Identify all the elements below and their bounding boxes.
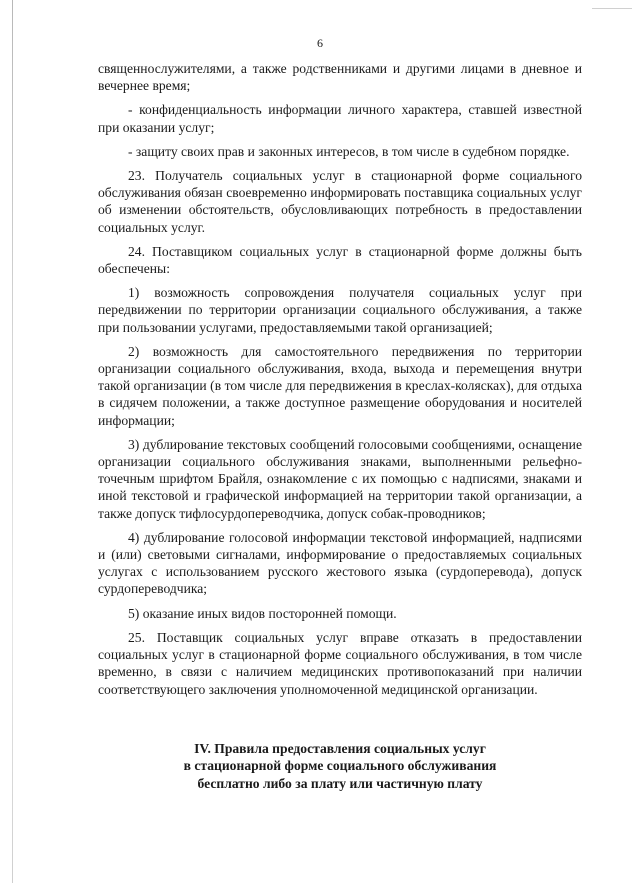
section-heading-line-3: бесплатно либо за плату или частичную плату [197,775,483,791]
scan-mark [592,0,632,9]
paragraph-confidentiality: - конфиденциальность информации личного характера, ставшей известной при оказании услуг; [98,102,582,135]
section-heading [98,740,582,792]
paragraph-24-item-1: 1) возможность сопровождения получателя социальных услуг при передвижении по территории организации социального обслуживания, а также при пользовании услугами, предоставляемыми такой организацией; [98,285,582,335]
document-body [98,60,582,705]
paragraph-24: 24. Поставщиком социальных услуг в стационарной форме должны быть обеспечены: [98,243,582,277]
section-heading-line-1: IV. Правила предоставления социальных услуг [194,741,486,756]
paragraph-continuation: священнослужителями, а также родственниками и другими лицами в дневное и вечернее время; [98,61,582,94]
paragraph-23: 23. Получатель социальных услуг в стационарной форме социального обслуживания обязан своевременно информировать поставщика социальных услуг об изменении обстоятельств, обусловливающих потребность в предоставлении социальных услуг. [98,168,582,235]
section-heading-line-2: в стационарной форме социального обслуживания [183,758,497,774]
paragraph-25: 25. Поставщик социальных услуг вправе отказать в предоставлении социальных услуг в стационарной форме социального обслуживания, в том числе временно, в связи с наличием медицинских противопоказаний при наличии соответствующего заключения уполномоченной медицинской организации. [98,629,582,697]
paragraph-24-item-3: 3) дублирование текстовых сообщений голосовыми сообщениями, оснащение организации социального обслуживания знаками, выполненными рельефно-точечным шрифтом Брайля, ознакомление с их помощью с надписями, знаками и иной текстовой и графической информацией на территории такой организации, а также допуск тифлосурдопереводчика, допуск собак-проводников; [98,436,582,521]
paragraph-24-item-2: 2) возможность для самостоятельного передвижения по территории организации социального обслуживания, входа, выхода и перемещения внутри такой организации (в том числе для передвижения в креслах-колясках), для отдыха в сидячем положении, а также доступное размещение оборудования и носителей информации; [98,343,582,428]
page-number: 6 [317,36,323,50]
paragraph-rights-protection: - защиту своих прав и законных интересов, в том числе в судебном порядке. [128,143,570,159]
paragraph-24-item-5: 5) оказание иных видов посторонней помощи. [128,605,397,621]
paragraph-24-item-4: 4) дублирование голосовой информации текстовой информацией, надписями и (или) световыми сигналами, информирование о предоставляемых социальных услугах с использованием русского жестового языка (сурдоперевода), допуск сурдопереводчика; [98,529,582,597]
scan-edge [12,0,13,883]
